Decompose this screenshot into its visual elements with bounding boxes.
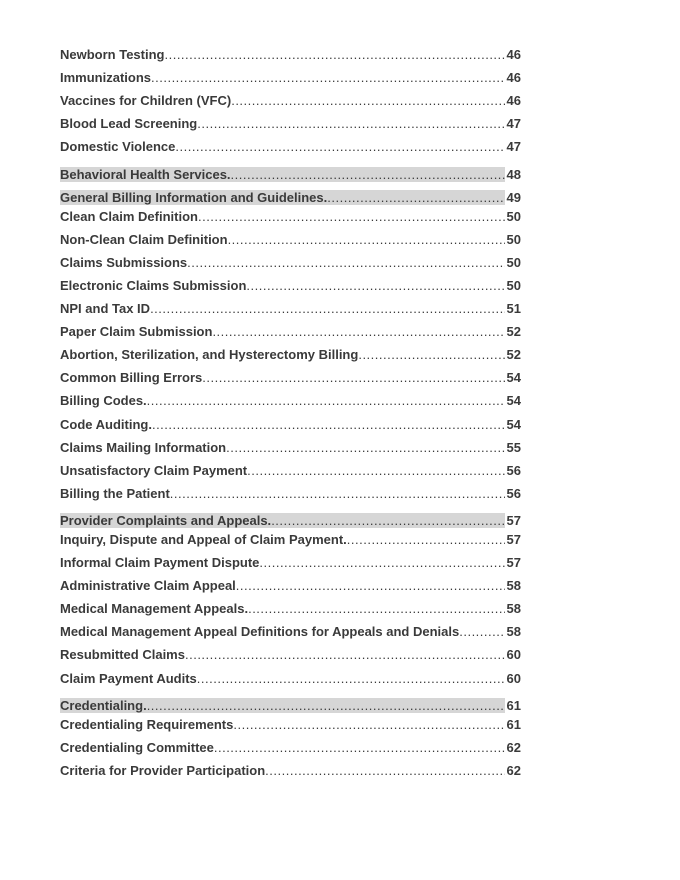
toc-entry-page-number: 46 bbox=[506, 47, 521, 62]
table-of-contents bbox=[60, 47, 521, 786]
toc-entry[interactable] bbox=[60, 440, 521, 463]
toc-entry[interactable] bbox=[60, 301, 521, 324]
toc-entry-page-number: 60 bbox=[506, 670, 521, 686]
toc-entry-title: NPI and Tax ID bbox=[60, 301, 151, 317]
toc-dot-leader bbox=[151, 70, 505, 85]
toc-entry-title: Common Billing Errors bbox=[60, 370, 203, 386]
toc-entry[interactable] bbox=[60, 347, 521, 370]
toc-entry[interactable] bbox=[60, 232, 521, 255]
toc-entry[interactable] bbox=[60, 116, 521, 139]
toc-entry[interactable] bbox=[60, 463, 521, 486]
toc-entry-title: Credentialing. bbox=[60, 697, 147, 713]
toc-dot-leader bbox=[198, 209, 505, 224]
toc-dot-leader bbox=[459, 624, 504, 639]
toc-dot-leader bbox=[228, 232, 505, 247]
toc-entry-page-number: 58 bbox=[506, 601, 521, 617]
toc-entry-page-number: 54 bbox=[506, 416, 521, 432]
toc-entry-page-number: 56 bbox=[506, 485, 521, 501]
toc-entry-page-number: 58 bbox=[506, 578, 521, 594]
toc-entry[interactable] bbox=[60, 255, 521, 278]
toc-entry-title: Non-Clean Claim Definition bbox=[60, 231, 228, 247]
toc-entry-page-number: 50 bbox=[506, 277, 521, 293]
toc-entry-title: Billing Codes. bbox=[60, 393, 147, 409]
toc-dot-leader bbox=[236, 578, 505, 593]
toc-entry-page-number: 47 bbox=[506, 116, 521, 132]
toc-dot-leader bbox=[212, 324, 504, 339]
toc-entry-page-number: 52 bbox=[506, 347, 521, 363]
toc-entry-title: Medical Management Appeal Definitions for Appeals and Denials bbox=[60, 624, 460, 640]
toc-entry[interactable] bbox=[60, 93, 521, 116]
toc-dot-leader bbox=[248, 601, 504, 616]
toc-entry[interactable] bbox=[60, 717, 521, 740]
toc-dot-leader bbox=[197, 671, 505, 686]
toc-entry[interactable] bbox=[60, 162, 521, 185]
toc-entry-page-number: 49 bbox=[506, 189, 521, 205]
toc-entry-page-number: 57 bbox=[506, 555, 521, 571]
toc-dot-leader bbox=[147, 698, 505, 713]
toc-dot-leader bbox=[358, 347, 504, 362]
toc-entry-title: Immunizations bbox=[60, 70, 152, 86]
toc-entry-title: Claims Mailing Information bbox=[60, 439, 227, 455]
toc-entry-title: Inquiry, Dispute and Appeal of Claim Payment. bbox=[60, 531, 347, 547]
toc-entry-page-number: 48 bbox=[506, 166, 521, 182]
toc-entry-page-number: 58 bbox=[506, 624, 521, 640]
toc-entry-title: Clean Claim Definition bbox=[60, 208, 198, 224]
toc-entry[interactable] bbox=[60, 370, 521, 393]
toc-entry[interactable] bbox=[60, 763, 521, 786]
toc-dot-leader bbox=[164, 47, 504, 62]
toc-dot-leader bbox=[233, 717, 504, 732]
toc-dot-leader bbox=[214, 740, 505, 755]
toc-entry-page-number: 55 bbox=[506, 439, 521, 455]
toc-dot-leader bbox=[187, 255, 504, 270]
toc-entry-title: Abortion, Sterilization, and Hysterectomy Billing bbox=[60, 347, 359, 363]
toc-entry[interactable] bbox=[60, 278, 521, 301]
toc-entry[interactable] bbox=[60, 417, 521, 440]
toc-entry-title: Credentialing Requirements bbox=[60, 716, 234, 732]
toc-dot-leader bbox=[175, 139, 504, 154]
toc-entry-page-number: 56 bbox=[506, 462, 521, 478]
toc-dot-leader bbox=[197, 116, 504, 131]
toc-entry[interactable] bbox=[60, 70, 521, 93]
toc-entry-page-number: 60 bbox=[506, 647, 521, 663]
toc-entry-page-number: 46 bbox=[506, 70, 521, 86]
toc-entry-page-number: 54 bbox=[506, 393, 521, 409]
toc-entry-title: Vaccines for Children (VFC) bbox=[60, 93, 232, 109]
toc-entry-title: Blood Lead Screening bbox=[60, 116, 198, 132]
toc-entry[interactable] bbox=[60, 647, 521, 670]
toc-dot-leader bbox=[231, 93, 504, 108]
toc-entry[interactable] bbox=[60, 393, 521, 416]
toc-entry-page-number: 50 bbox=[506, 208, 521, 224]
toc-dot-leader bbox=[170, 486, 505, 501]
toc-dot-leader bbox=[226, 440, 504, 455]
toc-dot-leader bbox=[271, 513, 504, 528]
toc-entry-page-number: 62 bbox=[506, 739, 521, 755]
toc-entry[interactable] bbox=[60, 486, 521, 509]
toc-dot-leader bbox=[327, 190, 504, 205]
toc-dot-leader bbox=[247, 463, 504, 478]
toc-entry-page-number: 61 bbox=[506, 697, 521, 713]
toc-entry-title: Provider Complaints and Appeals. bbox=[60, 512, 272, 528]
toc-dot-leader bbox=[147, 393, 505, 408]
toc-dot-leader bbox=[150, 301, 504, 316]
toc-entry-page-number: 51 bbox=[506, 301, 521, 317]
toc-dot-leader bbox=[202, 370, 504, 385]
toc-entry-page-number: 46 bbox=[506, 93, 521, 109]
toc-entry[interactable] bbox=[60, 694, 521, 717]
toc-dot-leader bbox=[265, 763, 504, 778]
toc-entry-title: General Billing Information and Guidelines. bbox=[60, 189, 328, 205]
toc-entry[interactable] bbox=[60, 139, 521, 162]
toc-entry-title: Domestic Violence bbox=[60, 139, 176, 155]
toc-dot-leader bbox=[231, 167, 505, 182]
toc-entry[interactable] bbox=[60, 578, 521, 601]
toc-entry[interactable] bbox=[60, 509, 521, 532]
toc-entry[interactable] bbox=[60, 555, 521, 578]
toc-entry[interactable] bbox=[60, 601, 521, 624]
toc-dot-leader bbox=[347, 532, 505, 547]
toc-entry-page-number: 50 bbox=[506, 231, 521, 247]
toc-entry-title: Paper Claim Submission bbox=[60, 324, 213, 340]
toc-dot-leader bbox=[246, 278, 504, 293]
toc-entry-title: Unsatisfactory Claim Payment bbox=[60, 462, 248, 478]
toc-entry-page-number: 57 bbox=[506, 512, 521, 528]
toc-entry-title: Electronic Claims Submission bbox=[60, 277, 247, 293]
toc-entry[interactable] bbox=[60, 324, 521, 347]
toc-entry[interactable] bbox=[60, 532, 521, 555]
toc-entry-page-number: 61 bbox=[506, 716, 521, 732]
toc-entry-title: Newborn Testing bbox=[60, 47, 165, 62]
toc-dot-leader bbox=[259, 555, 504, 570]
toc-entry-title: Administrative Claim Appeal bbox=[60, 578, 236, 594]
toc-entry-title: Claim Payment Audits bbox=[60, 670, 197, 686]
toc-entry[interactable] bbox=[60, 624, 521, 647]
toc-entry-page-number: 57 bbox=[506, 531, 521, 547]
toc-entry-page-number: 47 bbox=[506, 139, 521, 155]
toc-entry[interactable] bbox=[60, 671, 521, 694]
toc-dot-leader bbox=[152, 417, 505, 432]
toc-entry-title: Credentialing Committee bbox=[60, 739, 214, 755]
toc-entry[interactable] bbox=[60, 47, 521, 70]
toc-entry-page-number: 54 bbox=[506, 370, 521, 386]
toc-entry-title: Claims Submissions bbox=[60, 254, 188, 270]
toc-entry[interactable] bbox=[60, 186, 521, 209]
toc-entry-page-number: 50 bbox=[506, 254, 521, 270]
toc-entry-title: Code Auditing. bbox=[60, 416, 152, 432]
toc-entry[interactable] bbox=[60, 209, 521, 232]
toc-entry-title: Criteria for Provider Participation bbox=[60, 762, 266, 778]
toc-entry-page-number: 52 bbox=[506, 324, 521, 340]
toc-entry-page-number: 62 bbox=[506, 762, 521, 778]
toc-entry-title: Informal Claim Payment Dispute bbox=[60, 555, 260, 571]
toc-entry-title: Medical Management Appeals. bbox=[60, 601, 249, 617]
toc-dot-leader bbox=[185, 647, 505, 662]
toc-entry-title: Billing the Patient bbox=[60, 485, 170, 501]
toc-entry-title: Behavioral Health Services. bbox=[60, 166, 231, 182]
toc-entry[interactable] bbox=[60, 740, 521, 763]
toc-entry-title: Resubmitted Claims bbox=[60, 647, 185, 663]
